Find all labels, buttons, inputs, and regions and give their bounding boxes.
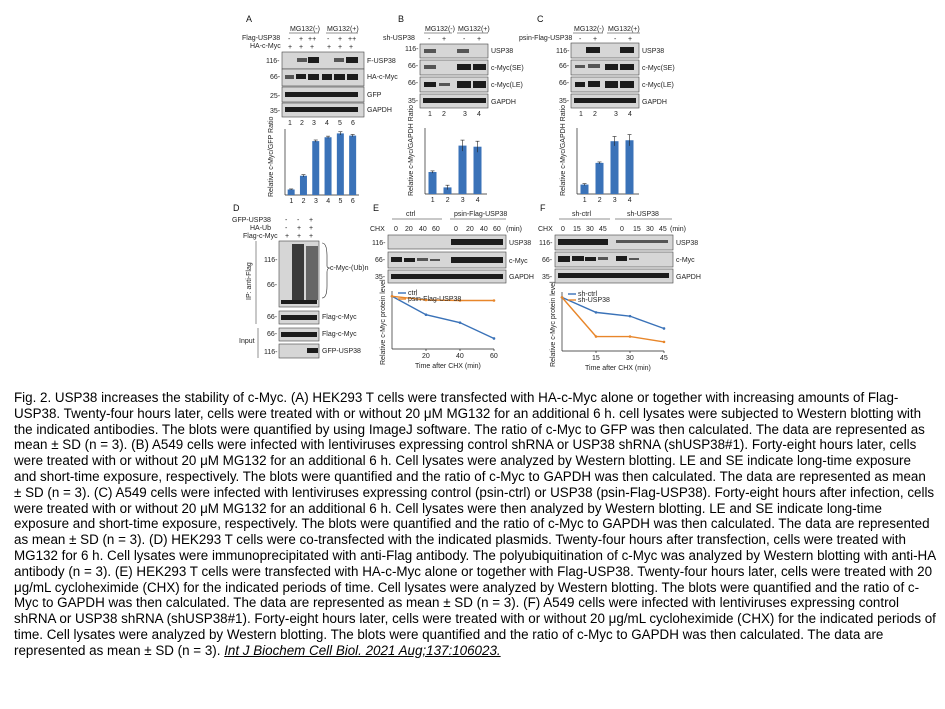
data-point (425, 313, 428, 316)
data-point (629, 315, 632, 318)
panel-label-e: E (373, 203, 380, 213)
panel-a-mw: 25- (270, 93, 281, 100)
panel-a-sign: + (299, 44, 304, 51)
panel-c-blot-label: USP38 (642, 48, 665, 55)
panel-d-blot-label: Flag-c-Myc (322, 314, 357, 321)
panel-f-time: 30 (646, 226, 654, 233)
y-axis-label: Relative c-Myc/GAPDH Ratio (560, 104, 567, 196)
bar (596, 163, 604, 194)
y-axis-label: Relative c-Myc/GFP Ratio (268, 116, 275, 197)
panel-a-mw: 35- (270, 108, 281, 115)
panel-d-blot-input-myc (279, 328, 319, 341)
legend-label: sh-USP38 (578, 297, 610, 304)
panel-a-blot-myc (282, 69, 364, 86)
panel-c-sign: - (579, 36, 582, 43)
panel-b-sign: - (428, 36, 431, 43)
tick-label: 3 (460, 197, 465, 204)
panel-f-mw: 35- (542, 274, 553, 281)
panel-b-blot-gapdh (420, 94, 488, 108)
panel-b-sign: + (442, 36, 447, 43)
panel-b-condition-2: MG132(+) (458, 26, 490, 33)
panel-d-row: HA-Ub (250, 225, 272, 232)
panel-a-row-flag: Flag-USP38 (242, 35, 281, 42)
panel-f-time: 45 (599, 226, 607, 233)
panel-c-blot-myc-se (571, 60, 639, 75)
figure-caption (14, 390, 936, 659)
panel-e-blot-label: USP38 (509, 240, 532, 247)
panel-e-group: ctrl (406, 211, 416, 218)
chart-c (560, 105, 639, 204)
panel-a-blot-label: GAPDH (367, 107, 392, 114)
chart-a (268, 117, 359, 205)
chart-f (550, 281, 668, 372)
panel-d-ub-label: c-Myc-(Ub)n (330, 265, 369, 272)
panel-c-sign: + (593, 36, 598, 43)
panel-f-chx: CHX (538, 226, 553, 233)
panel-d-sign: - (285, 217, 288, 224)
panel-f-blot-label: USP38 (676, 240, 699, 247)
tick-label: 3 (313, 198, 318, 205)
bar (300, 176, 307, 195)
panel-a-sign: ++ (348, 36, 357, 43)
panel-a-blot-gfp (282, 87, 364, 102)
panel-a-sign: + (349, 44, 354, 51)
panel-a-mw: 66- (270, 74, 281, 81)
panel-e-blot-label: GAPDH (509, 274, 534, 281)
legend-label: sh-ctrl (578, 291, 598, 298)
tick-label: 2 (445, 197, 450, 204)
panel-c-blot-label: GAPDH (642, 99, 667, 106)
bar (429, 172, 437, 194)
panel-b-blot-label: c-Myc(LE) (491, 82, 523, 89)
panel-d-sign: + (309, 217, 314, 224)
panel-d-blot-input-usp38 (279, 344, 319, 358)
panel-c-blot-label: c-Myc(LE) (642, 82, 674, 89)
panel-b-blot-myc-se (420, 60, 488, 75)
panel-d-mw: 66- (267, 282, 278, 289)
panel-d-sign: - (297, 217, 300, 224)
panel-d-mw: 66- (267, 314, 278, 321)
panel-a-mw: 116- (266, 58, 280, 65)
tick-label: 45 (660, 355, 668, 362)
bar (459, 146, 467, 194)
panel-f-group: sh-USP38 (627, 211, 659, 218)
panel-c-mw: 66- (559, 80, 570, 87)
panel-e-time: 20 (466, 226, 474, 233)
panel-b-mw: 116- (405, 46, 419, 53)
caption-text: Fig. 2. USP38 increases the stability of c-Myc. (A) HEK293 T cells were transfected with HA-c-Myc alone or together with increasing amounts of Flag-USP38. Twenty-four hours later, cells were treated with or without 20 μM MG132 for an additional 6 h. cell lysates were subjected to Western blotting with the indicated antibodies. The blots were quantified by using ImageJ software. The ratio of c-Myc to GFP was then calculated. The data are represented as mean ± SD (n = 3). (B) A549 cells were infected with lentiviruses expressing control shRNA or USP38 shRNA (shUSP38#1). Forty-eight hours later, cells were treated with or without 20 μM MG132 for an additional 6 h. Cell lysates were analyzed by Western blotting. LE and SE indicate long-time exposure and short-time exposure, respectively. The blots were quantified and the ratio of c-Myc to GAPDH was then calculated. The data are represented as mean ± SD (n = 3). (C) A549 cells were infected with lentiviruses expressing control (psin-ctrl) or USP38 (psin-Flag-USP38). Forty-eight hours after infection, cells were treated with or without 20 μM MG132 for an additional 6 h. Cell lysates were then analyzed by Western blotting. LE and SE indicate long-time exposure and short-time exposure, respectively. The blots were quantified and the ratio of c-Myc to GAPDH was then calculated. The data are represented as mean ± SD (n = 3). (D) HEK293 T cells were co-transfected with the indicated plasmids. Twenty-four hours after transfection, cells were treated with MG132 for 6 h. Cell lysates were immunoprecipitated with anti-Flag antibody. The polyubiquitination of c-Myc was analyzed by Western blotting with anti-HA antibody (n = 3). (E) HEK293 T cells were transfected with HA-c-Myc alone or together with Flag-USP38. Twenty-four hours later, cells were treated with 20 μg/mL cycloheximide (CHX) for the indicated periods of time. Cell lysates were analyzed by Western blotting. The blots were quantified and the ratio of c-Myc to GAPDH was then calculated. The data are represented as mean ± SD (n = 3). (F) A549 cells were infected with lentiviruses expressing control shRNA or USP38 shRNA (shUSP38#1). Forty-eight hours later, cells were treated with or without 20 μg/mL cycloheximide (CHX) for the indicated periods of time. Cell lysates were analyzed by Western blotting. The blots were quantified and the ratio of c-Myc to GAPDH was then calculated. The data are represented as mean ± SD (n = 3). (14, 390, 936, 658)
data-point (459, 321, 462, 324)
y-axis-label: Relative c-Myc protein level (550, 281, 557, 367)
panel-d-sign: + (297, 225, 302, 232)
x-axis-label: Time after CHX (min) (585, 365, 651, 372)
panel-f-mw: 66- (542, 257, 553, 264)
panel-c-condition-2: MG132(+) (608, 26, 640, 33)
panel-e-group: psin-Flag-USP38 (454, 211, 508, 218)
chart-b (408, 105, 487, 204)
x-axis-label: Time after CHX (min) (415, 363, 481, 370)
panel-b-blot-myc-le (420, 77, 488, 92)
panel-e-mw: 116- (372, 240, 386, 247)
tick-label: 15 (592, 355, 600, 362)
tick-label: 6 (350, 198, 355, 205)
panel-d-mw: 66- (267, 331, 278, 338)
panel-a-blot-label: HA-c-Myc (367, 74, 398, 81)
tick-label: 3 (612, 197, 617, 204)
panel-d-sign: + (309, 225, 314, 232)
data-point (663, 341, 666, 344)
panel-a-lane: 4 (325, 120, 329, 127)
panel-b-blot-label: c-Myc(SE) (491, 65, 524, 72)
panel-f-blot-label: c-Myc (676, 257, 695, 264)
panel-a-lane: 2 (300, 120, 304, 127)
panel-label-b: B (398, 14, 405, 24)
panel-a-sign: - (327, 36, 330, 43)
bar (288, 190, 295, 196)
data-point (595, 311, 598, 314)
panel-e-time: 40 (480, 226, 488, 233)
data-point (561, 296, 564, 299)
bar (349, 136, 356, 195)
data-point (391, 295, 394, 298)
panel-a-sign: ++ (308, 36, 317, 43)
panel-d-row: Flag-c-Myc (243, 233, 278, 240)
panel-e-time: 0 (394, 226, 398, 233)
panel-b-row: sh-USP38 (383, 35, 415, 42)
panel-e-time: 60 (493, 226, 501, 233)
panel-a-lane: 5 (338, 120, 342, 127)
panel-d-input-label: Input (239, 338, 255, 345)
panel-a-condition-2: MG132(+) (327, 26, 359, 33)
tick-label: 2 (597, 197, 602, 204)
panel-b-condition-1: MG132(-) (425, 26, 455, 33)
tick-label: 5 (338, 198, 343, 205)
tick-label: 4 (326, 198, 331, 205)
panel-e-blot-label: c-Myc (509, 258, 528, 265)
bar (312, 141, 319, 195)
panel-label-c: C (537, 14, 544, 24)
tick-label: 30 (626, 355, 634, 362)
panel-d-ip-label: IP: anti-Flag (246, 262, 253, 300)
panel-d-mw: 116- (264, 349, 278, 356)
legend-label: psin-Flag-USP38 (408, 296, 462, 303)
y-axis-label: Relative c-Myc protein level (380, 279, 387, 365)
bar (337, 133, 344, 195)
panel-a-sign: + (338, 44, 343, 51)
panel-c-blot-usp38 (571, 43, 639, 58)
panel-f-blot-label: GAPDH (676, 274, 701, 281)
tick-label: 60 (490, 353, 498, 360)
panel-f-unit: (min) (670, 226, 686, 233)
y-axis-label: Relative c-Myc/GAPDH Ratio (408, 104, 415, 196)
panel-b-blot-label: USP38 (491, 48, 514, 55)
panel-b-mw: 66- (408, 63, 419, 70)
panel-f-time: 30 (586, 226, 594, 233)
panel-d-mw: 116- (264, 257, 278, 264)
panel-a-blot-gapdh (282, 103, 364, 117)
panel-a-sign: + (310, 44, 315, 51)
panel-d-row: GFP-USP38 (232, 217, 271, 224)
panel-c-lane: 3 (614, 111, 618, 118)
bar (611, 141, 619, 194)
panel-b-lane: 4 (477, 111, 481, 118)
panel-e-mw: 66- (375, 257, 386, 264)
panel-label-d: D (233, 203, 240, 213)
panel-e-blot-myc (388, 252, 506, 268)
panel-c-blot-label: c-Myc(SE) (642, 65, 675, 72)
bar (581, 185, 589, 194)
tick-label: 1 (289, 198, 294, 205)
tick-label: 1 (430, 197, 435, 204)
panel-d-sign: + (297, 233, 302, 240)
panel-b-mw: 66- (408, 80, 419, 87)
panel-e-chx: CHX (370, 226, 385, 233)
panel-d-blot-ub (279, 241, 319, 307)
tick-label: 4 (475, 197, 480, 204)
panel-f-time: 0 (561, 226, 565, 233)
panel-label-f: F (540, 203, 546, 213)
panel-c-mw: 35- (559, 98, 570, 105)
panel-b-sign: + (477, 36, 482, 43)
panel-e-time: 60 (432, 226, 440, 233)
panel-f-blot-myc (555, 252, 673, 267)
panel-a-sign: + (288, 44, 293, 51)
panel-f-time: 15 (573, 226, 581, 233)
panel-f-blot-usp38 (555, 235, 673, 250)
data-point (493, 337, 496, 340)
panel-a-lane: 6 (351, 120, 355, 127)
panel-c-row: psin-Flag-USP38 (519, 35, 573, 42)
panel-c-blot-myc-le (571, 77, 639, 92)
panel-b-blot-usp38 (420, 44, 488, 58)
data-point (595, 335, 598, 338)
panel-e-blot-gapdh (388, 270, 506, 283)
citation-link[interactable]: Int J Biochem Cell Biol. 2021 Aug;137:106023. (224, 642, 501, 658)
panel-a-blot-label: F-USP38 (367, 58, 396, 65)
panel-f-mw: 116- (539, 240, 553, 247)
panel-d-blot-label: GFP-USP38 (322, 348, 361, 355)
panel-a-lane: 1 (288, 120, 292, 127)
panel-a-blot-label: GFP (367, 92, 382, 99)
tick-label: 40 (456, 353, 464, 360)
tick-label: 20 (422, 353, 430, 360)
panel-a-sign: + (338, 36, 343, 43)
panel-d-sign: - (285, 225, 288, 232)
panel-a-lane: 3 (312, 120, 316, 127)
panel-c-condition-1: MG132(-) (574, 26, 604, 33)
panel-f-time: 45 (659, 226, 667, 233)
panel-c-lane: 2 (593, 111, 597, 118)
panel-d-blot-ip-myc (279, 311, 319, 324)
bar (626, 140, 634, 194)
panel-a-blot-usp38 (282, 52, 364, 69)
panel-e-time: 20 (405, 226, 413, 233)
panel-f-time: 15 (633, 226, 641, 233)
panel-f-group: sh-ctrl (572, 211, 592, 218)
panel-e-time: 40 (419, 226, 427, 233)
legend-label: ctrl (408, 290, 418, 297)
data-point (629, 335, 632, 338)
bar (474, 147, 482, 194)
panel-label-a: A (246, 14, 253, 24)
panel-b-sign: - (463, 36, 466, 43)
panel-b-lane: 3 (463, 111, 467, 118)
panel-d-sign: + (309, 233, 314, 240)
panel-c-lane: 4 (628, 111, 632, 118)
panel-c-lane: 1 (579, 111, 583, 118)
tick-label: 2 (301, 198, 306, 205)
panel-f-blot-gapdh (555, 269, 673, 283)
panel-a-condition-1: MG132(-) (290, 26, 320, 33)
panel-a-row-ha: HA-c-Myc (250, 43, 281, 50)
panel-c-sign: + (628, 36, 633, 43)
panel-c-mw: 66- (559, 63, 570, 70)
panel-b-mw: 35- (408, 98, 419, 105)
data-point (493, 299, 496, 302)
tick-label: 4 (627, 197, 632, 204)
tick-label: 1 (582, 197, 587, 204)
panel-a-sign: - (288, 36, 291, 43)
panel-e-blot-usp38 (388, 235, 506, 249)
panel-b-blot-label: GAPDH (491, 99, 516, 106)
data-point (663, 327, 666, 330)
chart-e (380, 279, 498, 370)
panel-f-time: 0 (620, 226, 624, 233)
panel-b-lane: 1 (428, 111, 432, 118)
panel-d-blot-label: Flag-c-Myc (322, 331, 357, 338)
panel-e-unit: (min) (506, 226, 522, 233)
panel-a-sign: + (327, 44, 332, 51)
panel-d-sign: + (285, 233, 290, 240)
panel-e-time: 0 (454, 226, 458, 233)
panel-c-mw: 116- (556, 48, 570, 55)
panel-b-lane: 2 (442, 111, 446, 118)
panel-a-sign: + (299, 36, 304, 43)
panel-c-sign: - (614, 36, 617, 43)
panel-e-mw: 35- (375, 274, 386, 281)
panel-c-blot-gapdh (571, 94, 639, 108)
bar (325, 137, 332, 195)
